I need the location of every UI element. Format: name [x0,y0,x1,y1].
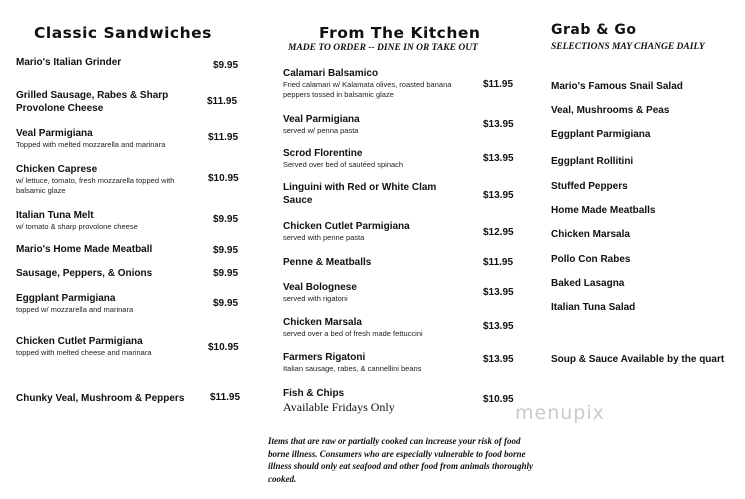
food-safety-warning: Items that are raw or partially cooked can increase your risk of food borne illness. Consumers who are especially vulnerable to food borne illness should only eat seafood and other food from animals thoroughly cooked. [268,436,534,484]
item-name: Chicken Marsala [551,229,630,240]
item-name: Mario's Home Made Meatball [16,244,153,255]
section-title: Grab & Go [551,22,637,38]
item-name: Italian Tuna Salad [551,302,636,313]
item-name: Mario's Italian Grinder [16,57,122,68]
item-price: $11.95 [483,257,514,268]
section-title: From The Kitchen [319,24,481,42]
item-name: Pollo Con Rabes [551,254,631,265]
item-name: Fish & Chips [283,388,345,399]
item-price: $13.95 [483,190,514,201]
item-price: $13.95 [483,321,514,332]
item-name: Italian Tuna Melt [16,210,94,221]
menu-item [16,89,201,115]
item-price: $12.95 [483,227,514,238]
item-price: $13.95 [483,287,514,298]
item-name: Home Made Meatballs [551,205,656,216]
menu-item [283,351,473,374]
item-name: Veal, Mushrooms & Peas [551,105,670,116]
menu-item [16,56,196,69]
item-desc: served over a bed of fresh made fettuccini [283,329,423,338]
menu-item [16,163,196,196]
item-name: Chicken Caprese [16,164,98,175]
menu-item [283,147,468,170]
item-price: $10.95 [208,342,239,353]
item-name: Linguini with Red or White Clam Sauce [283,182,437,206]
item-name: Veal Parmigiana [283,114,360,125]
classic-sandwiches-section [16,0,256,499]
item-name: Grilled Sausage, Rabes & Sharp Provolone Cheese [16,90,169,114]
item-name: Mario's Famous Snail Salad [551,81,683,92]
item-price: $9.95 [213,298,239,309]
item-price: $13.95 [483,119,514,130]
menu-item [283,220,468,243]
item-desc: Fried calamari w/ Kalamata olives, roasted banana peppers tossed in balsamic glaze [283,80,452,99]
menu-item [283,387,473,415]
item-desc: w/ lettuce, tomato, fresh mozzarella topped with balsamic glaze [16,176,175,195]
item-name: Chicken Cutlet Parmigiana [283,221,410,232]
item-price: $10.95 [208,173,239,184]
item-price: $11.95 [210,392,241,403]
menu-item [16,267,196,280]
item-price: $9.95 [213,60,239,71]
item-desc: w/ tomato & sharp provolone cheese [16,222,138,231]
item-name: Penne & Meatballs [283,257,372,268]
menu-item [16,127,201,150]
menu-item [283,67,468,100]
grab-item [551,277,624,290]
grab-item [551,80,683,93]
item-name: Chunky Veal, Mushroom & Peppers [16,393,185,404]
menu-item [283,181,463,207]
item-name: Eggplant Rollitini [551,156,634,167]
item-name: Scrod Florentine [283,148,363,159]
item-name: Eggplant Parmigiana [551,129,651,140]
grab-item [551,155,633,168]
item-price: $10.95 [483,394,514,405]
item-desc: Topped with melted mozzarella and marinara [16,140,166,149]
item-price: $11.95 [208,132,239,143]
item-name: Sausage, Peppers, & Onions [16,268,153,279]
menu-item [283,256,468,269]
item-name: Chicken Marsala [283,317,362,328]
menu-item [283,113,468,136]
item-price: $13.95 [483,153,514,164]
item-desc: Served over bed of sautéed spinach [283,160,404,169]
grab-item [551,180,628,193]
from-the-kitchen-section [283,0,523,499]
grab-item [551,301,635,314]
item-name: Stuffed Peppers [551,181,628,192]
item-price: $11.95 [207,96,238,107]
section-subtitle: SELECTIONS MAY CHANGE DAILY [551,42,705,52]
item-name: Calamari Balsamico [283,68,379,79]
item-name: Soup & Sauce Available by the quart [551,354,725,365]
grab-item [551,204,655,217]
menu-item [283,316,473,339]
item-price: $9.95 [213,268,239,279]
item-price: $9.95 [213,245,239,256]
item-price: $13.95 [483,354,514,365]
item-desc: Italian sausage, rabes, & cannellini beans [283,364,422,373]
item-desc: served with rigatoni [283,294,348,303]
item-desc: served w/ penna pasta [283,126,359,135]
section-subtitle: MADE TO ORDER -- DINE IN OR TAKE OUT [288,43,478,53]
grab-item [551,104,669,117]
item-name: Eggplant Parmigiana [16,293,116,304]
grab-footer-note [551,353,724,366]
item-name: Chicken Cutlet Parmigiana [16,336,143,347]
menu-item [16,392,211,405]
item-name: Veal Parmigiana [16,128,93,139]
item-name: Farmers Rigatoni [283,352,366,363]
section-title: Classic Sandwiches [34,24,212,42]
item-price: $9.95 [213,214,239,225]
item-price: $11.95 [483,79,514,90]
item-desc: topped w/ mozzarella and marinara [16,305,134,314]
item-name: Veal Bolognese [283,282,357,293]
menu-item [16,292,196,315]
grab-item [551,253,630,266]
menu-item [283,281,468,304]
watermark-logo: menupix [515,402,605,424]
item-desc: topped with melted cheese and marinara [16,348,152,357]
menu-item [16,335,201,358]
grab-item [551,128,650,141]
menu-item [16,243,196,256]
item-name: Baked Lasagna [551,278,625,289]
item-availability: Available Fridays Only [283,400,395,414]
grab-item [551,228,630,241]
item-desc: served with penne pasta [283,233,365,242]
grab-and-go-section [551,0,741,499]
menu-item [16,209,196,232]
